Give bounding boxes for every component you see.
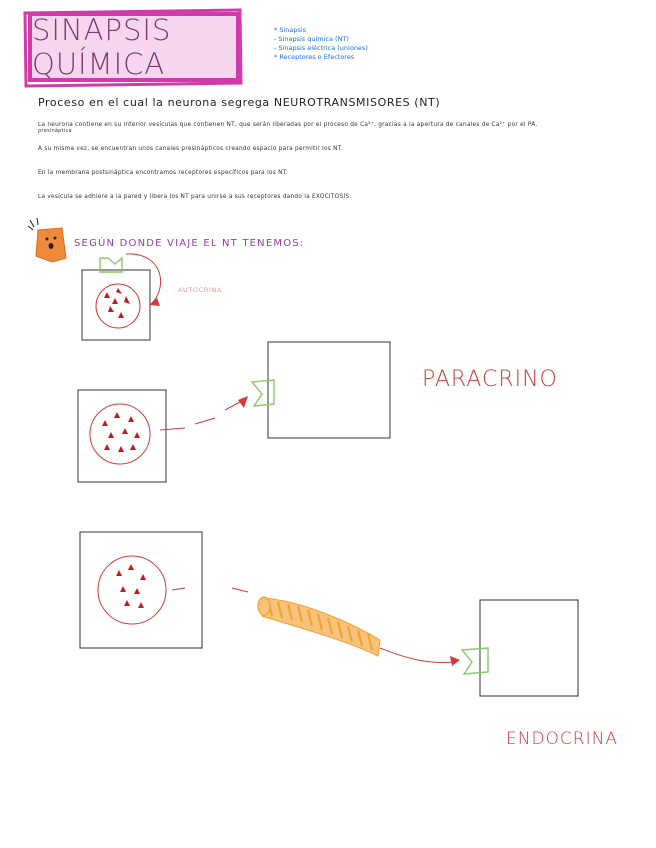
paragraph-1-note: presináptica: [38, 128, 72, 134]
index-item: - Sinapsis química (NT): [274, 35, 368, 44]
endocrina-label: ENDOCRINA: [506, 729, 618, 749]
page-title: SINAPSIS QUÍMICA: [32, 13, 172, 81]
index-item: - Sinapsis eléctrica (uniones): [274, 44, 368, 53]
definition-heading: Proceso en el cual la neurona segrega NEUROTRANSMISORES (NT): [38, 96, 441, 109]
vesicle-cluster: [104, 288, 130, 318]
paracrina-label: PARACRINO: [422, 367, 558, 392]
blood-vessel-icon: [258, 597, 380, 656]
receptor-icon: [252, 380, 274, 406]
surprised-face-sticker-icon: [28, 218, 66, 262]
paragraph-3: En la membrana postsináptica encontramos receptores específicos para los NT.: [38, 170, 288, 176]
receptor-icon: [462, 648, 488, 674]
autocrina-label: AUTOCRINA: [178, 286, 222, 294]
index-item: * Sinapsis: [274, 26, 368, 35]
autocrine-diagram: [82, 254, 161, 340]
paragraph-1: La neurona contiene en su interior vesículas que contienen NT, que serán liberadas por el proceso de Ca²⁺, gracias a la apertura de canales de Ca²⁺ por el PA.: [38, 122, 538, 128]
paragraph-2: A su misma vez, se encuentran unos canales presinápticos creando espacio para permitir los NT.: [38, 146, 343, 152]
vesicle-cluster: [116, 564, 146, 608]
paracrine-diagram: [78, 342, 390, 482]
vesicle-cluster: [102, 412, 140, 452]
endocrine-diagram: [80, 532, 578, 696]
section-subtitle: SEGÚN DONDE VIAJE EL NT TENEMOS:: [74, 238, 305, 249]
paragraph-4: La vesícula se adhiere a la pared y libera los NT para unirse a sus receptores dando la EXOCITOSIS.: [38, 194, 352, 200]
index-item: * Receptores o Efectores: [274, 53, 368, 62]
